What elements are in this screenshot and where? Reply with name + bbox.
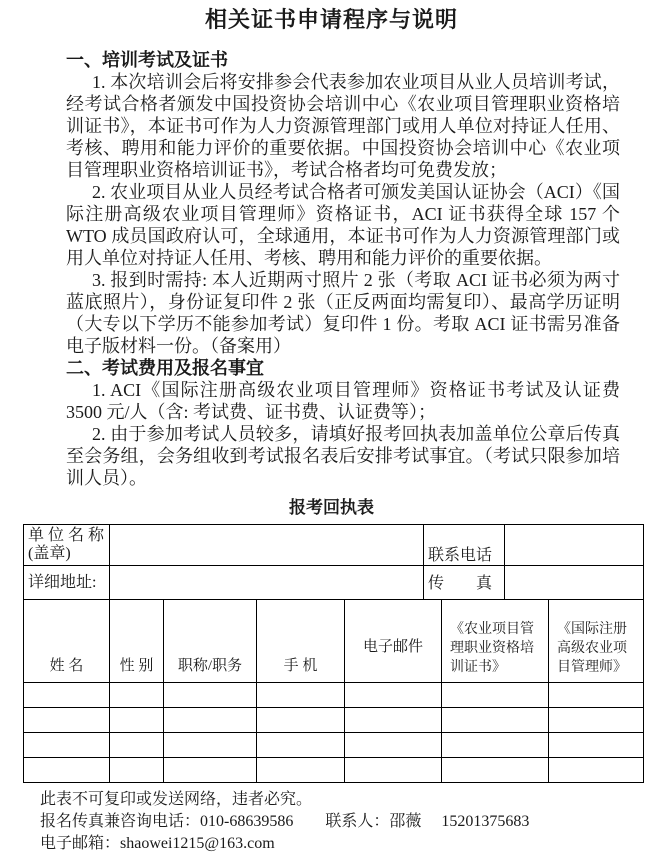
- no-copy-note: 此表不可复印或发送网络，违者必究。: [40, 791, 313, 808]
- table-cell[interactable]: [257, 708, 345, 733]
- table-cell[interactable]: [257, 733, 345, 758]
- footer-notes: [40, 789, 663, 855]
- table-cell[interactable]: [110, 708, 164, 733]
- table-row: [24, 733, 644, 758]
- unit-name-label-line2: (盖章): [28, 545, 71, 562]
- table-cell[interactable]: [549, 733, 644, 758]
- document-title: 相关证书申请程序与说明: [204, 7, 458, 32]
- column-header-aci-cert: 《国际注册高级农业项目管理师》: [549, 600, 644, 683]
- table-cell[interactable]: [164, 758, 257, 783]
- table-cell[interactable]: [345, 733, 442, 758]
- empty-rows: [24, 683, 644, 783]
- section-1-paragraph-2: 2. 农业项目从业人员经考试合格者可颁发美国认证协会（ACI）《国际注册高级农业项目管理师》资格证书，ACI 证书获得全球 157 个 WTO 成员国政府认可，全球通用，本证书可作为人力资源管理部门或用人单位对持证人任用、考核、聘用和能力评价的重要依据。: [66, 182, 620, 268]
- table-row: [24, 708, 644, 733]
- section-1-paragraph-3: 3. 报到时需持: 本人近期两寸照片 2 张（考取 ACI 证书必须为两寸蓝底照片），身份证复印件 2 张（正反两面均需复印）、最高学历证明（大专以下学历不能参加考试）复印件 1 份。考取 ACI 证书需另准备电子版材料一份。（备案用）: [66, 270, 620, 356]
- table-cell[interactable]: [345, 683, 442, 708]
- column-header-position: 职称/职务: [164, 600, 257, 683]
- table-cell[interactable]: [345, 708, 442, 733]
- section-1-heading: 一、培训考试及证书: [66, 50, 228, 70]
- table-cell[interactable]: [442, 708, 549, 733]
- document-body: [66, 49, 620, 489]
- unit-name-label: [24, 525, 110, 566]
- table-cell[interactable]: [442, 733, 549, 758]
- table-cell[interactable]: [442, 683, 549, 708]
- table-row-unit: [24, 525, 644, 566]
- section-1-paragraph-1: 1. 本次培训会后将安排参会代表参加农业项目从业人员培训考试，经考试合格者颁发中国投资协会培训中心《农业项目管理职业资格培训证书》，本证书可作为人力资源管理部门或用人单位对持证人任用、考核、聘用和能力评价的重要依据。中国投资协会培训中心《农业项目管理职业资格培训证书》，考试合格者均可免费发放；: [66, 72, 620, 180]
- email-line: 电子邮箱：shaowei1215@163.com: [40, 835, 275, 852]
- table-cell[interactable]: [549, 708, 644, 733]
- column-header-name: 姓 名: [24, 600, 110, 683]
- table-cell[interactable]: [24, 683, 110, 708]
- contact-phone-label: 联系电话: [424, 525, 505, 566]
- table-cell[interactable]: [257, 758, 345, 783]
- table-cell[interactable]: [110, 683, 164, 708]
- section-2-paragraph-1: 1. ACI《国际注册高级农业项目管理师》资格证书考试及认证费 3500 元/人（含: 考试费、证书费、认证费等）；: [66, 380, 620, 422]
- table-cell[interactable]: [110, 733, 164, 758]
- table-cell[interactable]: [549, 683, 644, 708]
- registration-reply-table: [23, 524, 644, 783]
- table-row: [24, 758, 644, 783]
- table-row: [24, 683, 644, 708]
- table-cell[interactable]: [164, 683, 257, 708]
- table-row-address: [24, 566, 644, 600]
- column-header-email: 电子邮件: [345, 600, 442, 683]
- contact-line: 报名传真兼咨询电话：010-68639586 联系人：邵薇 15201375683: [40, 813, 530, 830]
- table-cell[interactable]: [549, 758, 644, 783]
- table-header-row: [24, 600, 644, 683]
- unit-name-label-line1: 单 位 名 称: [28, 527, 105, 544]
- column-header-training-cert: 《农业项目管理职业资格培训证书》: [442, 600, 549, 683]
- table-cell[interactable]: [24, 758, 110, 783]
- table-cell[interactable]: [110, 758, 164, 783]
- table-title: 报考回执表: [289, 498, 374, 517]
- table-cell[interactable]: [257, 683, 345, 708]
- address-input-cell[interactable]: [110, 566, 424, 600]
- address-label: 详细地址:: [24, 566, 110, 600]
- table-cell[interactable]: [442, 758, 549, 783]
- fax-label: 传 真: [424, 566, 505, 600]
- column-header-gender: 性 别: [110, 600, 164, 683]
- table-cell[interactable]: [24, 708, 110, 733]
- contact-phone-input-cell[interactable]: [505, 525, 644, 566]
- section-2-paragraph-2: 2. 由于参加考试人员较多，请填好报考回执表加盖单位公章后传真至会务组，会务组收到考试报名表后安排考试事宜。（考试只限参加培训人员）。: [66, 424, 620, 488]
- table-cell[interactable]: [164, 708, 257, 733]
- section-2-heading: 二、考试费用及报名事宜: [66, 358, 264, 378]
- column-header-mobile: 手 机: [257, 600, 345, 683]
- fax-input-cell[interactable]: [505, 566, 644, 600]
- table-cell[interactable]: [164, 733, 257, 758]
- table-cell[interactable]: [345, 758, 442, 783]
- table-cell[interactable]: [24, 733, 110, 758]
- unit-name-input-cell[interactable]: [110, 525, 424, 566]
